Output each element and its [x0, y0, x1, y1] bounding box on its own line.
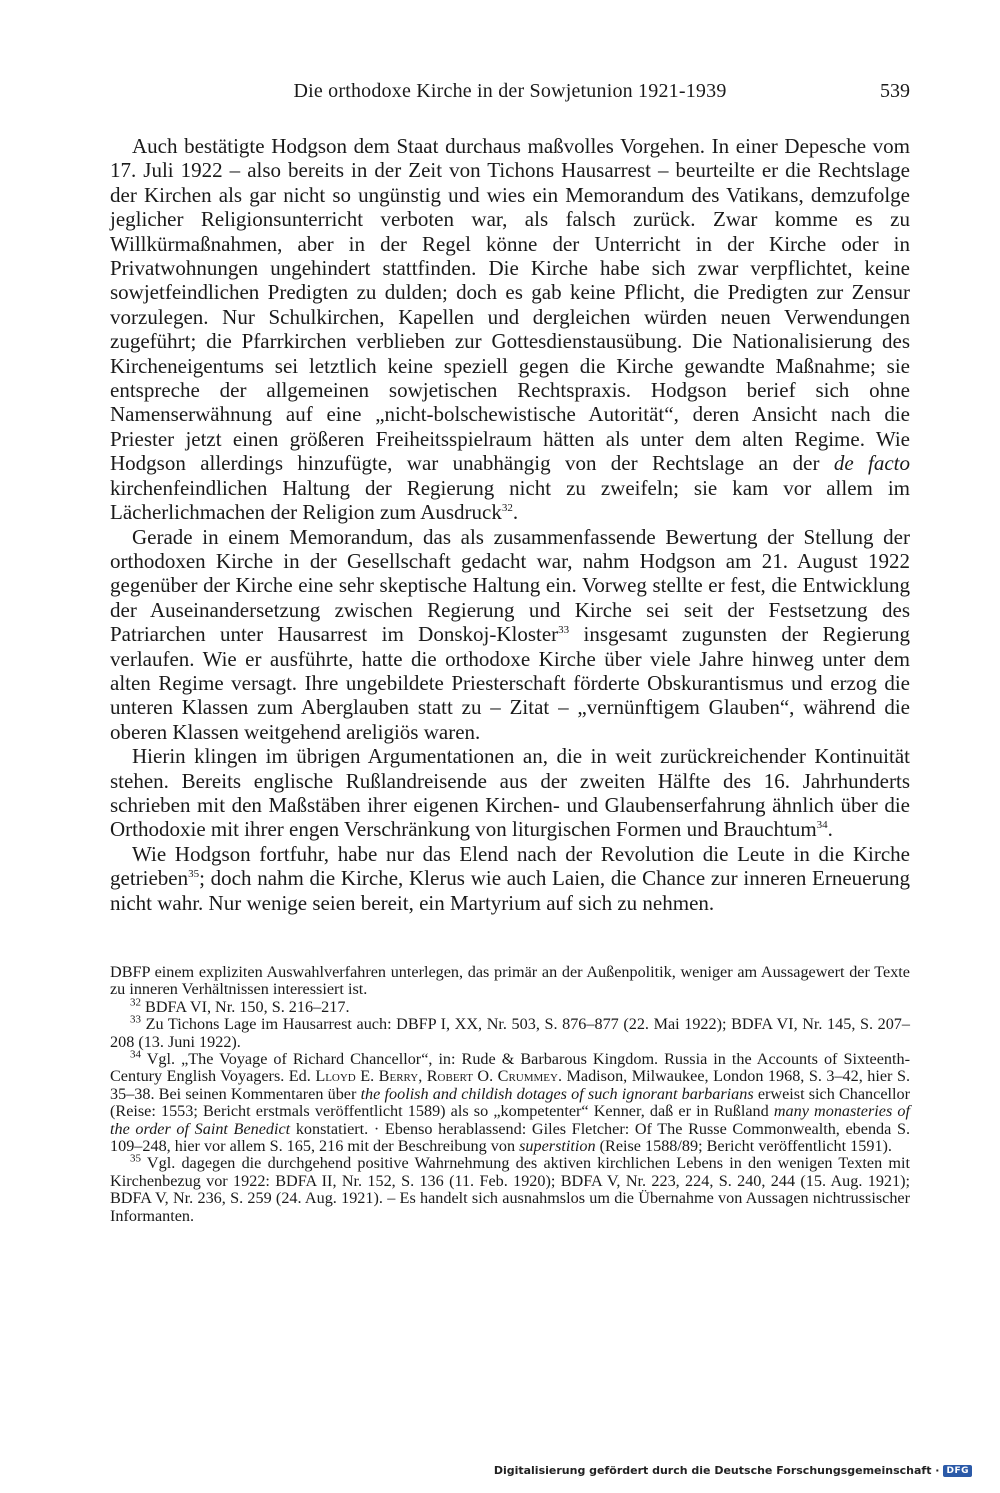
- footnote-34-number: 34: [130, 1048, 141, 1061]
- footnote-34: [110, 1048, 911, 1156]
- footnote-ref-34[interactable]: 34: [816, 819, 828, 832]
- paragraph-1-italic: de facto: [833, 451, 910, 476]
- footnote-34-italic-1: the foolish and childish dotages of such ignorant barbarians: [360, 1084, 754, 1103]
- footnote-continuation: DBFP einem expliziten Auswahlverfahren unterlegen, das primär an der Außenpolitik, weniger am Aussagewert der Texte zu inneren Verhältnissen interessiert ist.: [110, 963, 910, 999]
- footnote-32-number: 32: [130, 996, 141, 1009]
- footnote-ref-32[interactable]: 32: [501, 502, 513, 515]
- footnote-34-text-6: (Reise 1588/89; Bericht veröffentlicht 1591).: [595, 1137, 892, 1156]
- footnote-34-text-3: . Madison, Milwaukee, London 1968, S. 3–42, hier S. 35–38. Bei seinen Kommentaren über: [110, 1067, 910, 1103]
- footnote-34-text-5: konstatiert. · Ebenso herablassend: Giles Fletcher: Of The Russe Commonwealth, ebenda S. 109–248, hier vor allem S. 165, 216 mit der Beschreibung von: [110, 1119, 910, 1156]
- paragraph-2-text-b: insgesamt zugunsten der Regierung verlaufen. Wie er ausführte, hatte die orthodoxe Kirche über viele Jahre hinweg unter dem alten Regime versagt. Ihre ungebildete Priesterschaft förderte Obskurantismus und erzog die unteren Klassen zum Aberglauben statt zu – Zitat – „vernünftigem Glauben“, während die oberen Klassen weitgehend areligiös waren.: [110, 622, 910, 744]
- running-title: Die orthodoxe Kirche in der Sowjetunion 1921-1939: [293, 80, 727, 102]
- footnote-34-text-4: erweist sich Chancellor (Reise: 1553; Bericht erstmals veröffentlicht 1589) als so „kompetenter“ Kenner, daß er in Rußland: [110, 1084, 911, 1121]
- footnote-32-text: BDFA VI, Nr. 150, S. 216–217.: [141, 997, 350, 1016]
- paragraph-3: [110, 744, 910, 842]
- footnote-33-text: Zu Tichons Lage im Hausarrest auch: DBFP I, XX, Nr. 503, S. 876–877 (22. Mai 1922); BDFA VI, Nr. 145, S. 207–208 (13. Juni 1922).: [110, 1015, 910, 1051]
- paragraph-1-text-c: .: [512, 500, 519, 525]
- digitization-credit: [494, 1464, 972, 1477]
- paragraph-2: [110, 525, 910, 745]
- paragraph-4-text-a: Wie Hodgson fortfuhr, habe nur das Elend nach der Revolution die Leute in die Kirche getrieben: [110, 841, 910, 891]
- paragraph-1-text-a: Auch bestätigte Hodgson dem Staat durchaus maßvolles Vorgehen. In einer Depesche vom 17. Juli 1922 – also bereits in der Zeit von Tichons Hausarrest – beurteilte er die Rechtslage der Kirchen als gar nicht so ungünstig und wies ein Memorandum des Vatikans, demzufolge jeglicher Religionsunterricht verboten war, als falsch zurück. Zwar komme es zu Willkürmaßnahmen, aber in der Regel könne der Unterricht in der Kirche oder in Privatwohnungen ungehindert stattfinden. Die Kirche habe sich zwar verpflichtet, keine sowjetfeindlichen Predigten zu dulden; doch es gab keine Pflicht, die Predigten zur Zensur vorzulegen. Nur Schulkirchen, Kapellen und dergleichen würden neuen Verwendungen zugeführt; die Pfarrkirchen verblieben zur Gottesdienstausübung. Die Nationalisierung des Kircheneigentums sei letztlich keine speziell gegen die Kirche gewandte Maßnahme; sie entspreche der allgemeinen sowjetischen Rechtspraxis. Hodgson berief sich ohne Namenserwähnung auf eine „nicht-bolschewistische Autorität“, deren Ansicht nach die Priester jetzt einen größeren Freiheitsspielraum hätten als unter dem alten Regime. Wie Hodgson allerdings hinzufügte, war unabhängig von der Rechtslage an der: [110, 134, 910, 476]
- footnote-ref-35[interactable]: 35: [188, 868, 200, 881]
- footnote-ref-33[interactable]: 33: [558, 624, 570, 637]
- footnote-33: [110, 1013, 910, 1051]
- footnote-32: [110, 996, 910, 1016]
- paragraph-2-text-a: Gerade in einem Memorandum, das als zusammenfassende Bewertung der Stellung der orthodoxen Kirche in der Gesellschaft gedacht war, nahm Hodgson am 21. August 1922 gegenüber der Kirche eine sehr skeptische Haltung ein. Vorweg stellte er fest, die Entwicklung der Auseinandersetzung zwischen Regierung und Kirche sei seit der Festsetzung des Patriarchen unter Hausarrest im Donskoj-Kloster: [110, 524, 910, 647]
- main-text: [110, 134, 910, 915]
- footnote-34-text-1: Vgl. „The Voyage of Richard Chancellor“, in: Rude & Barbarous Kingdom. Russia in the Accounts of Sixteenth-Century English Voyagers. Ed.: [110, 1050, 910, 1086]
- footnote-35-number: 35: [130, 1153, 141, 1166]
- paragraph-1-text-b: kirchenfeindlichen Haltung der Regierung nicht zu zweifeln; sie kam vor allem im Lächerlichmachen der Religion zum Ausdruck: [110, 475, 910, 525]
- page-header: [110, 80, 910, 110]
- footnote-34-text-2: ,: [418, 1067, 427, 1086]
- paragraph-1: [110, 134, 910, 525]
- paragraph-3-text-a: Hierin klingen im übrigen Argumentationen an, die in weit zurückreichender Kontinuität stehen. Bereits englische Rußlandreisende aus der zweiten Hälfte des 16. Jahrhunderts schrieben mit den Maßstäben ihrer eigenen Kirchen- und Glaubenserfahrung ähnlich über die Orthodoxie mit ihrer engen Verschränkung von liturgischen Formen und Brauchtum: [110, 744, 910, 842]
- footnote-34-italic-3: superstition: [519, 1137, 596, 1156]
- paragraph-4: [110, 842, 910, 915]
- credit-text: Digitalisierung gefördert durch die Deutsche Forschungsgemeinschaft ·: [493, 1464, 940, 1477]
- footnote-35: [110, 1155, 910, 1225]
- footnote-33-number: 33: [130, 1013, 141, 1026]
- footnote-35-text: Vgl. dagegen die durchgehend positive Wahrnehmung des aktiven kirchlichen Lebens in den wenigen Texten mit Kirchenbezug vor 1922: BDFA II, Nr. 152, S. 136 (11. Feb. 1920); BDFA V, Nr. 223, 224, S. 240, 244 (15. Aug. 1921); BDFA V, Nr. 236, S. 259 (24. Aug. 1921). – Es handelt sich ausnahmslos um die Übernahme von Aussagen nichtrussischer Informanten.: [110, 1154, 910, 1225]
- footnote-34-editor-1: Lloyd E. Berry: [315, 1067, 419, 1086]
- footnotes: [110, 964, 910, 1225]
- paragraph-4-text-b: ; doch nahm die Kirche, Klerus wie auch Laien, die Chance zur inneren Erneuerung nicht wahr. Nur wenige seien bereit, ein Martyrium auf sich zu nehmen.: [110, 866, 910, 915]
- page-number: 539: [880, 80, 910, 102]
- paragraph-3-text-b: .: [827, 817, 833, 842]
- dfg-logo: DFG: [943, 1465, 972, 1477]
- footnote-34-editor-2: Robert O. Crummey: [426, 1067, 558, 1086]
- footnote-34-italic-2: many monasteries of the order of Saint Benedict: [110, 1102, 910, 1138]
